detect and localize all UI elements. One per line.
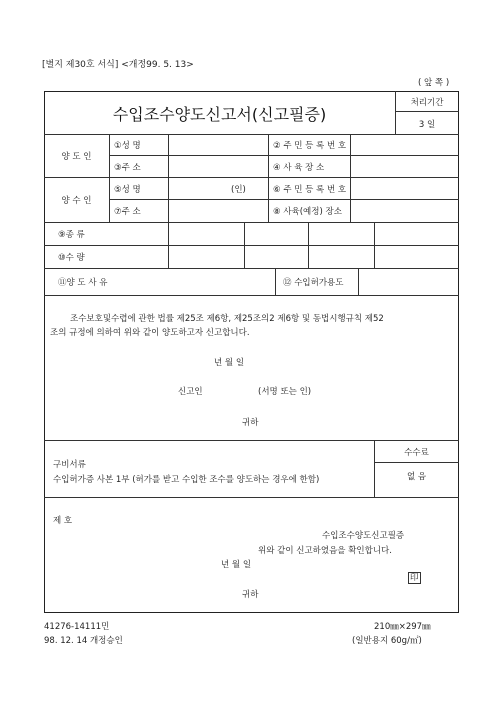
addressee-label: 귀하	[242, 418, 259, 428]
transferor-rrn-label: ② 주 민 등 록 번 호	[273, 141, 347, 151]
paper-type: (일반용지 60g/㎡)	[352, 636, 422, 646]
reason-label: ⑪양 도 사 유	[58, 278, 108, 288]
transferor-place-label: ④ 사 육 장 소	[273, 163, 325, 173]
rule-transferor-bottom	[44, 177, 459, 178]
body-text-line-1: 조수보호및수렵에 관한 법률 제25조 제6항, 제25조의2 제6항 및 동법시행규칙 제52	[70, 314, 384, 324]
rule-kind-col4	[374, 222, 375, 268]
documents-label: 구비서류	[53, 460, 86, 470]
rule-party-field	[168, 134, 169, 222]
certificate-title: 수입조수양도신고필증	[322, 531, 405, 541]
rule-transferee-mid	[109, 199, 459, 200]
signature-label: (서명 또는 인)	[258, 387, 312, 397]
rule-reason-bottom	[44, 295, 459, 296]
certificate-text: 위와 같이 신고하였음을 확인합니다.	[258, 546, 392, 556]
rule-body-bottom	[44, 440, 459, 441]
rule-transferor-mid	[109, 155, 459, 156]
transferee-label: 양 수 인	[61, 196, 92, 206]
seal-stamp: 印	[410, 573, 419, 583]
rule-kind-field	[168, 222, 169, 268]
transferee-rrn-label: ⑥ 주 민 등 록 번 호	[273, 185, 347, 195]
body-text-line-2: 조의 규정에 의하여 위와 같이 양도하고자 신고합니다.	[50, 328, 250, 338]
rule-kind-bottom	[44, 245, 459, 246]
transferee-address-label: ⑦주 소	[114, 207, 141, 217]
rule-kind-col2	[244, 222, 245, 268]
kind-label: ⑨종 류	[58, 230, 85, 240]
transferor-address-label: ③주 소	[114, 163, 141, 173]
rule-transferee-bottom	[44, 222, 459, 223]
form-title: 수입조수양도신고서(신고필증)	[112, 105, 327, 124]
rule-documents-bottom	[44, 497, 459, 498]
transferee-seal: (인)	[231, 185, 246, 195]
quantity-label: ⑩수 량	[58, 253, 85, 263]
transferor-label: 양 도 인	[61, 152, 92, 162]
permit-usage-label: ⑫ 수입허가용도	[283, 278, 344, 288]
rule-party-mid	[268, 134, 269, 222]
form-reference: [별지 제30호 서식] <개정99. 5. 13>	[42, 60, 194, 70]
processing-period-label: 처리기간	[410, 98, 444, 108]
fee-label: 수수료	[404, 448, 429, 458]
rule-processing	[395, 111, 459, 112]
certificate-number-label: 제 호	[53, 516, 73, 526]
rule-party-label	[109, 134, 110, 222]
rule-title-bottom	[44, 134, 459, 135]
rule-party-right	[350, 134, 351, 222]
transferee-name-label: ⑤성 명	[114, 185, 141, 195]
processing-period-value: 3 일	[418, 120, 436, 130]
documents-text: 수입허가증 사본 1부 (허가를 받고 수입한 조수를 양도하는 경우에 한함)	[53, 475, 320, 485]
approval-date: 98. 12. 14 개정승인	[44, 636, 123, 646]
transferor-name-label: ①성 명	[114, 141, 141, 151]
certificate-addressee: 귀하	[242, 590, 259, 600]
page-side-label: ( 앞 쪽 )	[418, 78, 450, 88]
declaration-date: 년 월 일	[214, 358, 245, 368]
rule-fee-mid	[374, 462, 459, 463]
rule-kind-col3	[308, 222, 309, 268]
fee-value: 없 음	[406, 472, 427, 482]
declarant-label: 신고인	[178, 387, 203, 397]
paper-size: 210㎜×297㎜	[374, 622, 431, 632]
rule-reason-mid	[275, 268, 276, 295]
rule-reason-right	[358, 268, 359, 295]
certificate-date: 년 월 일	[221, 560, 252, 570]
rule-quantity-bottom	[44, 268, 459, 269]
transferee-place-label: ⑧ 사육(예정) 장소	[273, 207, 342, 217]
form-number: 41276-14111민	[44, 622, 110, 632]
